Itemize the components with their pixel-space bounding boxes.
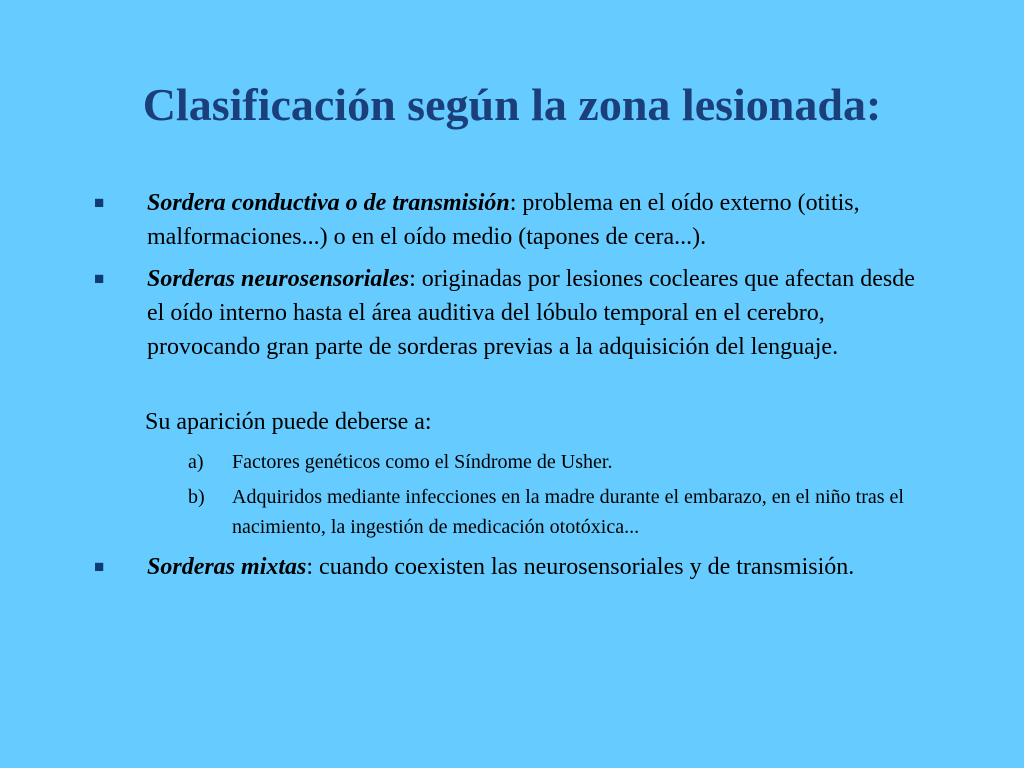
cause-item-a: Factores genéticos como el Síndrome de Usher. — [232, 451, 613, 473]
square-bullet-icon: ■ — [94, 193, 105, 212]
list-item-mixtas — [147, 550, 867, 584]
list-item-conductiva — [147, 186, 937, 254]
square-bullet-icon: ■ — [94, 269, 105, 288]
causes-heading: Su aparición puede deberse a: — [145, 409, 432, 435]
term-conductiva: Sordera conductiva o de transmisión — [147, 190, 510, 216]
cause-marker-b: b) — [188, 486, 205, 508]
text-conductiva: : problema en el oído externo (otitis, malformaciones...) o en el oído medio (tapones de cera...). — [147, 190, 860, 250]
list-item-neurosensoriales — [147, 262, 927, 364]
square-bullet-icon: ■ — [94, 557, 105, 576]
term-mixtas: Sorderas mixtas — [147, 554, 307, 580]
text-neurosensoriales: : originadas por lesiones cocleares que afectan desde el oído interno hasta el área auditiva del lóbulo temporal en el cerebro, provocando gran parte de sorderas previas a la adquisición del lenguaje. — [147, 266, 915, 360]
term-neurosensoriales: Sorderas neurosensoriales — [147, 266, 410, 292]
cause-marker-a: a) — [188, 451, 204, 473]
slide-title: Clasificación según la zona lesionada: — [142, 79, 882, 130]
cause-item-b: Adquiridos mediante infecciones en la madre durante el embarazo, en el niño tras el nacimiento, la ingestión de medicación ototóxica... — [232, 486, 904, 538]
text-mixtas: : cuando coexisten las neurosensoriales y de transmisión. — [306, 554, 855, 580]
